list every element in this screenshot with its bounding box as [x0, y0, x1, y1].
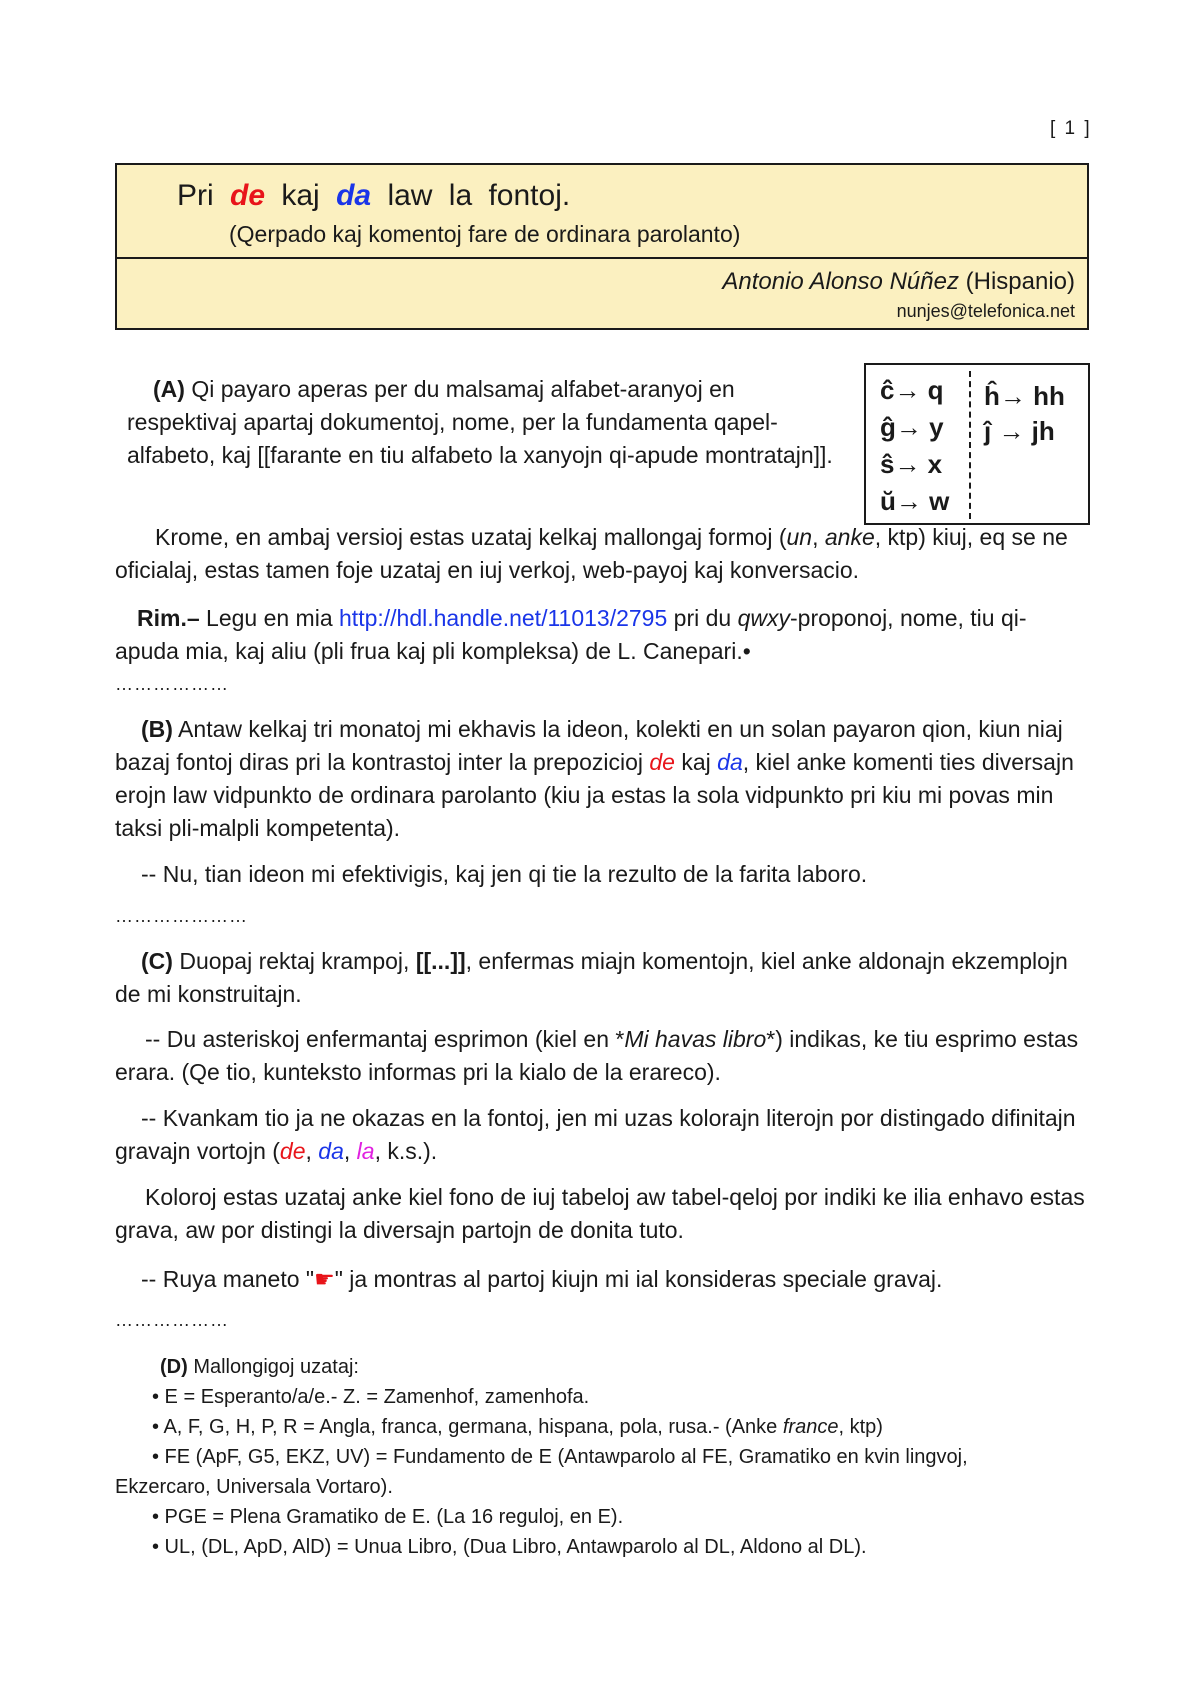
separator-1: ……………… [115, 674, 229, 694]
conversion-c: ĉ→ q [880, 375, 944, 405]
section-d-title: Mallongigoj uzataj: [187, 1356, 359, 1378]
title-word-kaj: kaj [281, 179, 320, 212]
abbr-languages-text: • A, F, G, H, P, R = Angla, franca, germana, hispana, pola, rusa.- (Anke [152, 1416, 783, 1438]
kvankam-text-1: -- Kvankam tio ja ne okazas en la fontoj, jen mi uzas kolorajn literojn por distingado difinitajn gravajn vortojn ( [115, 1105, 1076, 1164]
section-b-paragraph [115, 713, 1090, 845]
title-rest: law la fontoj. [387, 179, 571, 212]
word-da: da [717, 749, 743, 775]
author [722, 268, 1075, 296]
pointing-hand-icon: ☛ [314, 1266, 335, 1292]
section-b-kaj: kaj [674, 749, 718, 775]
section-b-text-2: , kiel anke komenti ties diversajn erojn law vidpunkto de ordinara parolanto (kiu ja estas la sola vidpunkto pri kiu mi povas min taksi pli-malpli kompetenta). [115, 749, 1074, 841]
word-de: de [649, 749, 675, 775]
section-c-paragraph [115, 945, 1090, 1011]
asterisk-paragraph [115, 1023, 1090, 1089]
koloroj-paragraph: Koloroj estas uzataj anke kiel fono de iuj tabeloj aw tabel-qeloj por indiki ke ilia enhavo estas grava, aw por distingi la diversajn partojn de donita tuto. [115, 1184, 1085, 1243]
conversion-g: ĝ→ y [880, 412, 944, 442]
title-word-da: da [336, 179, 372, 212]
page-title [177, 179, 570, 213]
kvankam-paragraph: -- Kvankam tio ja ne okazas en la fontoj, jen mi uzas kolorajn literojn por distingado difinitajn gravajn vortojn (de, da, la, k.s.). [115, 1105, 1076, 1164]
asterisk-example: Mi havas libro [624, 1026, 767, 1052]
author-country: (Hispanio) [965, 268, 1075, 295]
abbr-france: france [782, 1416, 839, 1438]
abbr-languages-end: , ktp) [838, 1416, 883, 1438]
section-c-label: (C) [141, 948, 173, 974]
section-c-text-1: Duopaj rektaj krampoj, [172, 948, 416, 974]
abbr-item-e: • E = Esperanto/a/e.- Z. = Zamenhof, zamenhofa. [152, 1386, 590, 1408]
krome-text-1: Krome, en ambaj versioj estas uzataj kelkaj mallongaj formoj ( [155, 524, 787, 550]
abbr-item-ul: • UL, (DL, ApD, AlD) = Unua Libro, (Dua Libro, Antawparolo al DL, Aldono al DL). [152, 1536, 867, 1558]
title-divider [117, 257, 1087, 259]
color-de: de [279, 1138, 306, 1164]
asterisk-text-2: *) indikas, ke tiu esprimo estas erara. (Qe tio, kunteksto informas pri la kialo de la erareco). [115, 1026, 1079, 1085]
conversion-s: ŝ→ x [880, 449, 943, 479]
separator-3: ……………… [115, 1310, 229, 1330]
author-email: nunjes@telefonica.net [896, 301, 1075, 321]
krome-separator: , [812, 524, 825, 550]
rim-label: Rim.– [137, 605, 200, 631]
abbr-item-pge: • PGE = Plena Gramatiko de E. (La 16 reguloj, en E). [152, 1506, 624, 1528]
ruya-text-2: " ja montras al partoj kiujn mi ial konsideras speciale gravaj. [334, 1266, 943, 1292]
color-da: da [318, 1138, 344, 1164]
section-a-text: Qi payaro aperas per du malsamaj alfabet-aranyoj en respektivaj apartaj dokumentoj, nome, per la fundamenta qapel-alfabeto, kaj [[farante en tiu alfabeto la xanyojn qi-apude montratajn]]. [127, 376, 833, 468]
conversion-h: ĥ→ hh [984, 381, 1065, 411]
rim-note [115, 602, 1055, 668]
page-number: [ 1 ] [1050, 118, 1092, 139]
krome-anke: anke [824, 524, 875, 550]
double-brackets: [[...]] [415, 948, 466, 974]
abbr-item-fe: • FE (ApF, G5, EKZ, UV) = Fundamento de E (Antawparolo al FE, Gramatiko en kvin lingvoj, Ekzercaro, Universala Vortaro). [115, 1446, 968, 1498]
color-la: la [356, 1138, 375, 1164]
abbr-item-languages [152, 1412, 883, 1442]
section-b-text-1: Antaw kelkaj tri monatoj mi ekhavis la ideon, kolekti en un solan payaron qion, kiun niaj bazaj fontoj diras pri la kontrastoj inter la prepozicioj [115, 716, 1063, 775]
author-name: Antonio Alonso Núñez [722, 268, 959, 295]
title-word-pri: Pri [177, 179, 214, 212]
rim-text-2: pri du [667, 605, 738, 631]
ruya-paragraph [115, 1263, 1090, 1296]
asterisk-text-1: -- Du asteriskoj enfermantaj esprimon (kiel en * [145, 1026, 625, 1052]
ruya-text-1: -- Ruya maneto " [141, 1266, 315, 1292]
conversion-j: ĵ → jh [984, 416, 1055, 446]
section-b-label: (B) [141, 716, 173, 742]
section-d-heading [160, 1352, 359, 1382]
conversion-table [864, 363, 1090, 525]
section-a-paragraph [127, 373, 837, 472]
title-word-de: de [230, 179, 266, 212]
rim-text-3: -proponoj, nome, tiu qi-apuda mia, kaj aliu (pli frua kaj pli kompleksa) de L. Canepari.• [115, 605, 1027, 664]
conversion-divider [969, 371, 971, 519]
rim-text-1: Legu en mia [199, 605, 340, 631]
separator-2: ………………… [115, 906, 248, 926]
title-box [115, 163, 1089, 330]
section-b-nu: -- Nu, tian ideon mi efektivigis, kaj jen qi tie la rezulto de la farita laboro. [141, 861, 868, 887]
conversion-u: ŭ→ w [880, 486, 950, 516]
krome-text-2: , ktp) kiuj, eq se ne oficialaj, estas tamen foje uzataj en iuj verkoj, web-payoj kaj konversacio. [115, 524, 1068, 583]
section-c-text-2: , enfermas miajn komentojn, kiel anke aldonajn ekzemplojn de mi konstruitajn. [115, 948, 1068, 1007]
rim-qwxy: qwxy [737, 605, 790, 631]
page-subtitle: (Qerpado kaj komentoj fare de ordinara parolanto) [229, 221, 741, 247]
handle-link[interactable]: http://hdl.handle.net/11013/2795 [339, 605, 668, 631]
section-d-label: (D) [160, 1356, 188, 1378]
section-a-label: (A) [153, 376, 185, 402]
kvankam-text-2: , k.s.). [374, 1138, 438, 1164]
krome-un: un [786, 524, 813, 550]
krome-paragraph [115, 521, 1090, 587]
